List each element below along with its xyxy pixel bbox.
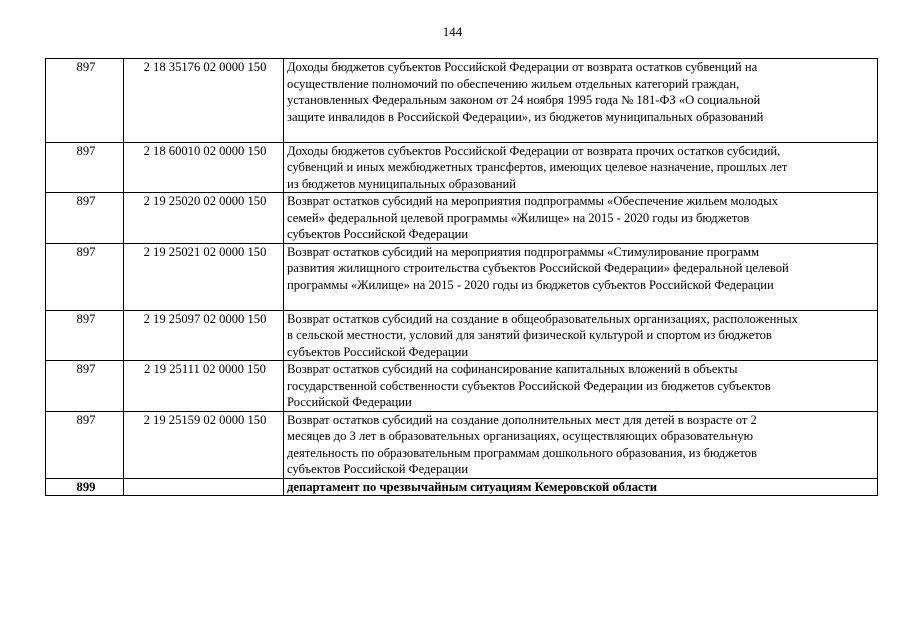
revenue-name-cell	[284, 310, 878, 361]
revenue-name-cell	[284, 478, 878, 496]
revenue-code-cell	[124, 478, 284, 496]
revenue-name-line: месяцев до 3 лет в образовательных организациях, осуществляющих образовательную	[287, 429, 754, 443]
revenue-name-line	[287, 125, 877, 142]
revenue-name-line: деятельность по образовательным программам дошкольного образования, из бюджетов	[287, 445, 757, 460]
revenue-code-cell: 2 18 35176 02 0000 150	[124, 59, 284, 143]
revenue-name-cell	[284, 361, 878, 412]
revenue-name-line: Возврат остатков субсидий на мероприятия подпрограммы «Стимулирование программ	[287, 244, 760, 259]
admin-code-cell: 897	[46, 310, 124, 361]
revenue-name-line: департамент по чрезвычайным ситуациям Кемеровской области	[287, 479, 658, 494]
admin-code-cell: 897	[46, 243, 124, 310]
revenue-code-cell: 2 19 25020 02 0000 150	[124, 193, 284, 244]
table-row	[46, 142, 878, 193]
revenue-name-line: Возврат остатков субсидий на мероприятия подпрограммы «Обеспечение жильем молодых	[287, 194, 778, 208]
revenue-name-line: субъектов Российской Федерации	[287, 344, 469, 359]
revenue-name-line: осуществление полномочий по обеспечению жильем отдельных категорий граждан,	[287, 76, 740, 91]
revenue-name-cell	[284, 59, 878, 143]
admin-code-cell: 897	[46, 361, 124, 412]
revenue-name-line: в сельской местности, условий для занятий физической культурой и спортом из бюджетов	[287, 328, 772, 342]
revenue-name-cell	[284, 193, 878, 244]
admin-code-cell: 897	[46, 142, 124, 193]
table-row	[46, 411, 878, 478]
table-row	[46, 243, 878, 310]
revenue-name-cell	[284, 243, 878, 310]
revenue-name-line: субъектов Российской Федерации	[287, 227, 469, 241]
admin-code-cell: 897	[46, 59, 124, 143]
budget-revenue-table	[45, 58, 878, 496]
revenue-code-cell: 2 19 25111 02 0000 150	[124, 361, 284, 412]
table-row	[46, 193, 878, 244]
revenue-name-line: Доходы бюджетов субъектов Российской Федерации от возврата прочих остатков субсидий,	[287, 143, 781, 158]
revenue-name-line: Возврат остатков субсидий на софинансирование капитальных вложений в объекты	[287, 362, 738, 376]
revenue-name-line: защите инвалидов в Российской Федерации», из бюджетов муниципальных образований	[287, 109, 764, 124]
revenue-name-cell	[284, 411, 878, 478]
revenue-name-line: установленных Федеральным законом от 24 ноября 1995 года № 181-ФЗ «О социальной	[287, 93, 761, 107]
revenue-name-line: государственной собственности субъектов Российской Федерации из бюджетов субъектов	[287, 378, 771, 393]
revenue-code-cell: 2 19 25021 02 0000 150	[124, 243, 284, 310]
table-row	[46, 59, 878, 143]
table-row	[46, 478, 878, 496]
revenue-name-line: субъектов Российской Федерации	[287, 462, 469, 476]
revenue-name-line: Доходы бюджетов субъектов Российской Федерации от возврата остатков субвенций на	[287, 60, 758, 74]
revenue-name-cell	[284, 142, 878, 193]
revenue-name-line: Российской Федерации	[287, 395, 412, 409]
table-body	[46, 59, 878, 496]
revenue-code-cell: 2 19 25159 02 0000 150	[124, 411, 284, 478]
page-number: 144	[442, 24, 463, 39]
revenue-name-line: из бюджетов муниципальных образований	[287, 176, 517, 191]
revenue-name-line: развития жилищного строительства субъектов Российской Федерации» федеральной целевой	[287, 261, 789, 275]
revenue-name-line: семей» федеральной целевой программы «Жилище» на 2015 - 2020 годы из бюджетов	[287, 210, 750, 225]
table-row	[46, 310, 878, 361]
admin-code-cell: 897	[46, 193, 124, 244]
revenue-name-line: программы «Жилище» на 2015 - 2020 годы из бюджетов субъектов Российской Федерации	[287, 277, 774, 292]
revenue-code-cell: 2 19 25097 02 0000 150	[124, 310, 284, 361]
admin-code-cell: 897	[46, 411, 124, 478]
revenue-name-line: субвенций и иных межбюджетных трансфертов, имеющих целевое назначение, прошлых лет	[287, 160, 788, 174]
revenue-name-line: Возврат остатков субсидий на создание дополнительных мест для детей в возрасте от 2	[287, 412, 757, 427]
revenue-code-cell: 2 18 60010 02 0000 150	[124, 142, 284, 193]
revenue-name-line	[287, 293, 877, 310]
admin-code-cell: 899	[46, 478, 124, 496]
revenue-name-line: Возврат остатков субсидий на создание в общеобразовательных организациях, расположенных	[287, 311, 798, 326]
table-row	[46, 361, 878, 412]
